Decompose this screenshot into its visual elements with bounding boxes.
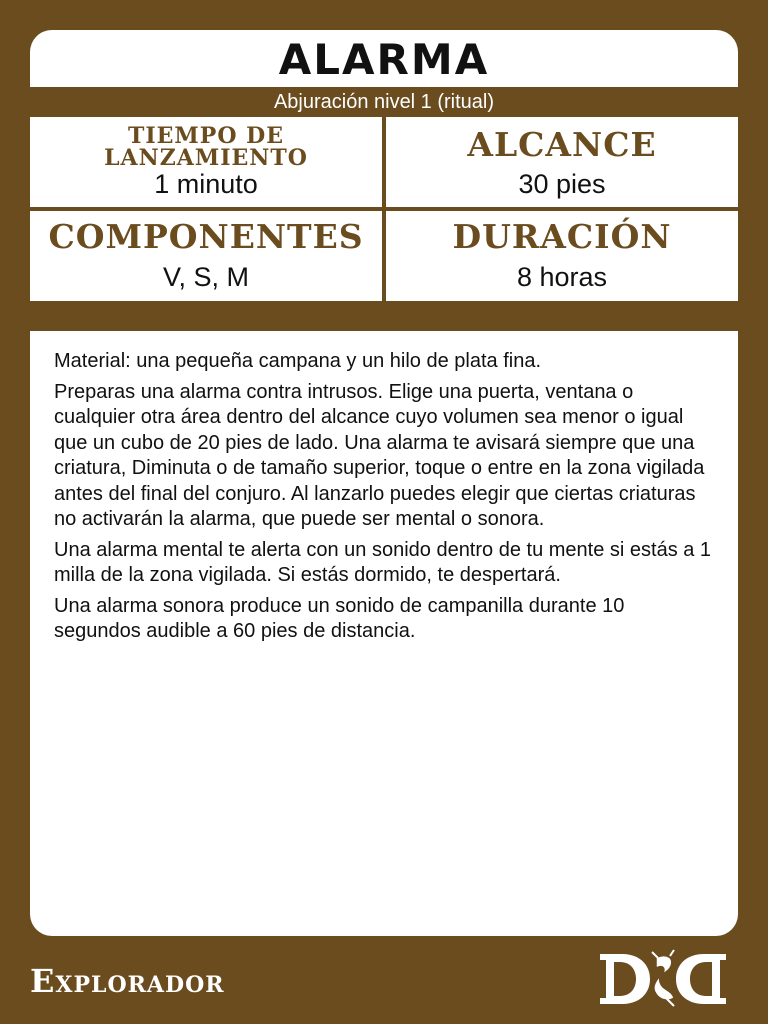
casting-time-label: TIEMPO DE LANZAMIENTO	[104, 123, 308, 171]
description-paragraph: Una alarma mental te alerta con un sonido dentro de tu mente si estás a 1 milla de la zona vigilada. Si estás dormido, te despertará.	[54, 538, 712, 586]
casting-time-box	[30, 117, 382, 207]
duration-value: 8 horas	[516, 262, 608, 292]
description-paragraph: Una alarma sonora produce un sonido de campanilla durante 10 segundos audible a 60 pies de distancia.	[54, 594, 625, 642]
components-label: COMPONENTES	[48, 217, 364, 256]
range-label: ALCANCE	[467, 125, 657, 164]
range-box	[386, 117, 738, 207]
duration-label: DURACIÓN	[452, 217, 672, 256]
spell-title: ALARMA	[278, 35, 490, 84]
class-name: Explorador	[30, 962, 225, 1000]
dnd-logo-icon	[596, 948, 730, 1010]
casting-time-value: 1 minuto	[154, 169, 258, 199]
description-paragraph: Material: una pequeña campana y un hilo de plata fina.	[54, 350, 542, 372]
spell-description	[30, 331, 738, 936]
components-value: V, S, M	[162, 262, 250, 292]
range-value: 30 pies	[518, 169, 606, 199]
components-box	[30, 211, 382, 301]
spell-school-level: Abjuración nivel 1 (ritual)	[273, 91, 495, 113]
card-title-bar	[30, 30, 738, 87]
description-paragraph: Preparas una alarma contra intrusos. Elige una puerta, ventana o cualquier otra área dentro del alcance cuyo volumen sea menor o igual que un cubo de 20 pies de lado. Una alarma te avisará siempre que una criatura, Diminuta o de tamaño superior, toque o entre en la zona vigilada antes del final del conjuro. Al lanzarlo puedes elegir que ciertas criaturas no activarán la alarma, que puede ser mental o sonora.	[54, 380, 705, 530]
duration-box	[386, 211, 738, 301]
